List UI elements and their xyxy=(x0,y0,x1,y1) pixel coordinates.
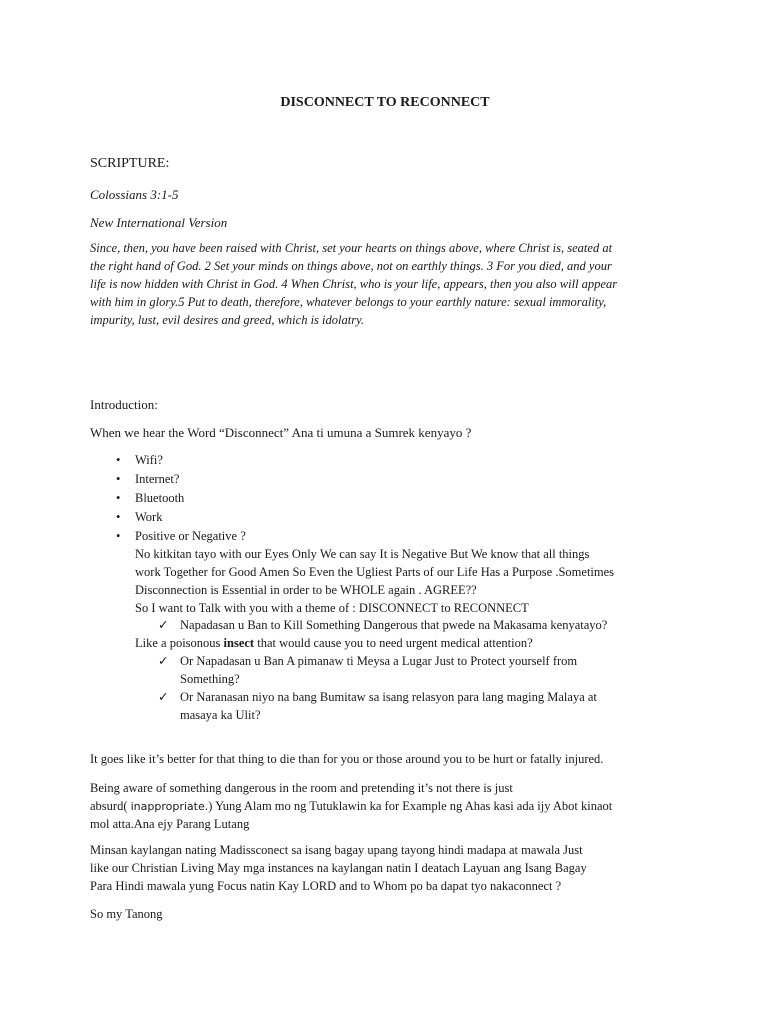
paragraph-1 xyxy=(90,750,690,768)
intro-question: When we hear the Word “Disconnect” Ana ti umuna a Sumrek kenyayo ? xyxy=(90,425,472,440)
list-item xyxy=(90,451,690,470)
scripture-passage xyxy=(90,239,680,329)
checkmark-icon: ✓ xyxy=(158,654,169,668)
bullet-icon: • xyxy=(116,491,121,505)
list-item-label: Work xyxy=(135,510,163,524)
paragraph-line: No kitkitan tayo with our Eyes Only We can say It is Negative But We know that all things xyxy=(135,547,590,561)
scripture-label: SCRIPTURE: xyxy=(90,156,170,171)
list-item xyxy=(90,489,690,508)
paragraph-line: Being aware of something dangerous in the room and pretending it’s not there is just xyxy=(90,781,513,795)
paragraph-line: like our Christian Living May mga instances na kaylangan natin I deatach Layuan ang Isang Bagay xyxy=(90,861,587,875)
paragraph-line: It goes like it’s better for that thing to die than for you or those around you to be hurt or fatally injured. xyxy=(90,752,604,766)
list-item-label: Positive or Negative ? xyxy=(135,529,246,543)
insect-line-text: Like a poisonous xyxy=(135,636,224,650)
list-item-label: Bluetooth xyxy=(135,491,185,505)
checklist-text: masaya ka Ulit? xyxy=(180,708,261,722)
checkmark-icon: ✓ xyxy=(158,690,169,704)
checklist-item xyxy=(158,652,688,688)
passage-line: Since, then, you have been raised with Christ, set your hearts on things above, where Christ is, seated at xyxy=(90,241,613,255)
insect-bold-word: insect xyxy=(223,636,255,650)
paragraph-line: Para Hindi mawala yung Focus natin Kay LORD and to Whom po ba dapat tyo nakaconnect ? xyxy=(90,879,562,893)
checklist-text: Or Naranasan niyo na bang Bumitaw sa isang relasyon para lang maging Malaya at xyxy=(180,690,597,704)
list-item xyxy=(90,470,690,489)
insect-line-text: that would cause you to need urgent medical attention? xyxy=(254,636,533,650)
paragraph-2 xyxy=(90,779,690,833)
paragraph-3 xyxy=(90,841,690,895)
positive-negative-paragraph xyxy=(135,545,695,617)
checklist-item xyxy=(158,616,688,634)
bullet-list xyxy=(90,451,690,546)
scripture-reference: Colossians 3:1-5 xyxy=(90,187,179,202)
paragraph-line: Minsan kaylangan nating Madissconect sa isang bagay upang tayong hindi madapa at mawala Just xyxy=(90,843,583,857)
passage-line: life is now hidden with Christ in God. 4 When Christ, who is your life, appears, then you also will appear xyxy=(90,277,618,291)
paragraph-line: work Together for Good Amen So Even the Ugliest Parts of our Life Has a Purpose .Sometimes xyxy=(135,565,615,579)
passage-line: impurity, lust, evil desires and greed, which is idolatry. xyxy=(90,313,365,327)
checklist-text: Napadasan u Ban to Kill Something Dangerous that pwede na Makasama kenyatayo? xyxy=(180,618,608,632)
passage-line: the right hand of God. 2 Set your minds on things above, not on earthly things. 3 For you died, and your xyxy=(90,259,612,273)
bullet-icon: • xyxy=(116,529,121,543)
bullet-icon: • xyxy=(116,510,121,524)
closing-line xyxy=(90,905,690,923)
bullet-icon: • xyxy=(116,453,121,467)
inappropriate-word: inappropriate. xyxy=(130,800,209,813)
passage-line: with him in glory.5 Put to death, therefore, whatever belongs to your earthly nature: sexual immorality, xyxy=(90,295,607,309)
insect-line xyxy=(135,634,695,652)
list-item-label: Wifi? xyxy=(135,453,163,467)
list-item xyxy=(90,508,690,527)
paragraph-text: absurd( xyxy=(90,799,131,813)
list-item xyxy=(90,527,690,546)
paragraph-line: Disconnection is Essential in order to be WHOLE again . AGREE?? xyxy=(135,583,477,597)
paragraph-line: So my Tanong xyxy=(90,907,163,921)
bible-version: New International Version xyxy=(90,215,228,230)
checklist-item xyxy=(158,688,688,724)
checklist-text: Or Napadasan u Ban A pimanaw ti Meysa a Lugar Just to Protect yourself from xyxy=(180,654,578,668)
checkmark-icon: ✓ xyxy=(158,618,169,632)
document-title: DISCONNECT TO RECONNECT xyxy=(280,95,490,110)
checklist-text: Something? xyxy=(180,672,240,686)
paragraph-text: ) Yung Alam mo ng Tutuklawin ka for Example ng Ahas kasi ada ijy Abot kinaot xyxy=(208,799,613,813)
list-item-label: Internet? xyxy=(135,472,180,486)
theme-line: So I want to Talk with you with a theme of : DISCONNECT to RECONNECT xyxy=(135,601,529,615)
bullet-icon: • xyxy=(116,472,121,486)
introduction-label: Introduction: xyxy=(90,397,158,412)
paragraph-line: mol atta.Ana ejy Parang Lutang xyxy=(90,817,250,831)
